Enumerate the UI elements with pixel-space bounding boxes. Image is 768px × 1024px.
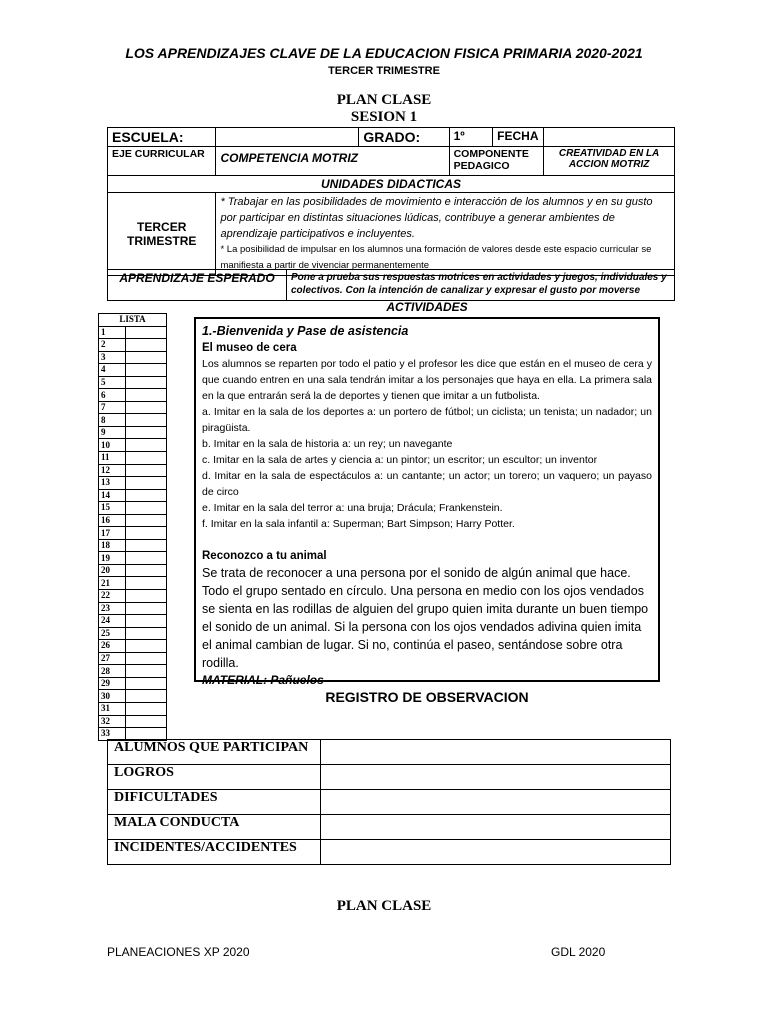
session-title: SESION 1 bbox=[350, 109, 418, 125]
observation-table bbox=[107, 739, 671, 865]
aprendizaje-value: Pone a prueba sus respuestas motrices en actividades y juegos, individuales y colectivos. Con la intención de canalizar y expresar el gusto por moverse bbox=[287, 270, 675, 301]
museo-item-b: b. Imitar en la sala de historia a: un rey; un navegante bbox=[202, 438, 453, 450]
lista-number: 21 bbox=[99, 577, 126, 590]
observation-row bbox=[108, 740, 671, 765]
info-table bbox=[107, 127, 675, 276]
observation-row bbox=[108, 815, 671, 840]
componente-value: CREATIVIDAD EN LA ACCION MOTRIZ bbox=[544, 147, 675, 176]
lista-row bbox=[99, 351, 167, 364]
lista-number: 15 bbox=[99, 502, 126, 515]
lista-number: 2 bbox=[99, 339, 126, 352]
lista-row bbox=[99, 702, 167, 715]
footer-plan-title: PLAN CLASE bbox=[336, 898, 432, 914]
lista-name-cell[interactable] bbox=[126, 552, 167, 565]
unidades-content bbox=[216, 193, 675, 276]
observation-value[interactable] bbox=[321, 840, 671, 865]
lista-number: 28 bbox=[99, 665, 126, 678]
lista-row bbox=[99, 665, 167, 678]
lista-number: 20 bbox=[99, 564, 126, 577]
lista-name-cell[interactable] bbox=[126, 602, 167, 615]
lista-name-cell[interactable] bbox=[126, 439, 167, 452]
lista-row bbox=[99, 401, 167, 414]
observation-label: MALA CONDUCTA bbox=[108, 815, 321, 840]
lista-name-cell[interactable] bbox=[126, 627, 167, 640]
aprendizaje-label: APRENDIZAJE ESPERADO bbox=[108, 270, 287, 301]
lista-row bbox=[99, 376, 167, 389]
lista-number: 33 bbox=[99, 728, 126, 741]
lista-number: 1 bbox=[99, 326, 126, 339]
eje-label: EJE CURRICULAR bbox=[108, 147, 216, 176]
lista-row bbox=[99, 715, 167, 728]
lista-number: 13 bbox=[99, 477, 126, 490]
museo-item-f: f. Imitar en la sala infantil a: Superman; Bart Simpson; Harry Potter. bbox=[202, 518, 515, 530]
lista-header: LISTA bbox=[99, 314, 167, 327]
observation-row bbox=[108, 840, 671, 865]
lista-number: 18 bbox=[99, 539, 126, 552]
lista-name-cell[interactable] bbox=[126, 414, 167, 427]
lista-row bbox=[99, 426, 167, 439]
museo-item-c: c. Imitar en la sala de artes y ciencia a: un pintor; un escritor; un escultor; un inventor bbox=[202, 454, 598, 466]
document-title: LOS APRENDIZAJES CLAVE DE LA EDUCACION FISICA PRIMARIA 2020-2021 bbox=[125, 45, 643, 61]
lista-row bbox=[99, 564, 167, 577]
lista-number: 27 bbox=[99, 652, 126, 665]
observation-label: INCIDENTES/ACCIDENTES bbox=[108, 840, 321, 865]
lista-row bbox=[99, 489, 167, 502]
lista-name-cell[interactable] bbox=[126, 426, 167, 439]
lista-name-cell[interactable] bbox=[126, 640, 167, 653]
lista-name-cell[interactable] bbox=[126, 502, 167, 515]
lista-row bbox=[99, 527, 167, 540]
lista-name-cell[interactable] bbox=[126, 539, 167, 552]
lista-number: 22 bbox=[99, 590, 126, 603]
lista-row bbox=[99, 590, 167, 603]
material-text: MATERIAL: Pañuelos bbox=[202, 673, 324, 687]
observation-row bbox=[108, 790, 671, 815]
museo-item-e: e. Imitar en la sala del terror a: una bruja; Drácula; Frankenstein. bbox=[202, 502, 503, 514]
plan-title: PLAN CLASE bbox=[336, 92, 432, 108]
activities-box bbox=[194, 317, 660, 687]
lista-row bbox=[99, 627, 167, 640]
lista-number: 14 bbox=[99, 489, 126, 502]
observation-value[interactable] bbox=[321, 765, 671, 790]
observation-row bbox=[108, 765, 671, 790]
lista-row bbox=[99, 652, 167, 665]
fecha-label: FECHA bbox=[493, 128, 544, 147]
document-subtitle: TERCER TRIMESTRE bbox=[328, 65, 440, 77]
lista-number: 16 bbox=[99, 514, 126, 527]
lista-number: 31 bbox=[99, 702, 126, 715]
lista-row bbox=[99, 326, 167, 339]
lista-name-cell[interactable] bbox=[126, 677, 167, 690]
lista-number: 32 bbox=[99, 715, 126, 728]
lista-name-cell[interactable] bbox=[126, 590, 167, 603]
lista-row bbox=[99, 439, 167, 452]
lista-name-cell[interactable] bbox=[126, 690, 167, 703]
lista-number: 19 bbox=[99, 552, 126, 565]
lista-name-cell[interactable] bbox=[126, 564, 167, 577]
lista-number: 4 bbox=[99, 364, 126, 377]
lista-number: 5 bbox=[99, 376, 126, 389]
unidades-text-2: * La posibilidad de impulsar en los alumnos una formación de valores desde este espacio curricular se manifiesta a partir de vivenciar permanentemente bbox=[220, 244, 652, 271]
grado-label: GRADO: bbox=[359, 128, 449, 147]
lista-name-cell[interactable] bbox=[126, 376, 167, 389]
componente-label: COMPONENTE PEDAGICO bbox=[449, 147, 544, 176]
lista-number: 8 bbox=[99, 414, 126, 427]
lista-row bbox=[99, 364, 167, 377]
lista-row bbox=[99, 552, 167, 565]
fecha-value bbox=[544, 128, 675, 147]
lista-row bbox=[99, 464, 167, 477]
unidades-text-1: * Trabajar en las posibilidades de movimiento e interacción de los alumnos y en su gusto por participar en distintas situaciones lúdicas, contribuye a generar ambientes de aprendizaje participativos e incluyentes. bbox=[220, 196, 653, 240]
lista-row bbox=[99, 615, 167, 628]
museo-title: El museo de cera bbox=[202, 342, 297, 354]
lista-row bbox=[99, 339, 167, 352]
observation-value[interactable] bbox=[321, 815, 671, 840]
lista-row bbox=[99, 690, 167, 703]
lista-name-cell[interactable] bbox=[126, 452, 167, 465]
lista-name-cell[interactable] bbox=[126, 489, 167, 502]
lista-name-cell[interactable] bbox=[126, 514, 167, 527]
lista-name-cell[interactable] bbox=[126, 702, 167, 715]
lista-name-cell[interactable] bbox=[126, 339, 167, 352]
lista-row bbox=[99, 414, 167, 427]
museo-item-d: d. Imitar en la sala de espectáculos a: un cantante; un actor; un torero; un vaquero; un payaso de circo bbox=[202, 470, 652, 498]
animal-title: Reconozco a tu animal bbox=[202, 550, 327, 562]
museo-item-a: a. Imitar en la sala de los deportes a: un portero de fútbol; un ciclista; un tenista; un nadador; un piragüista. bbox=[202, 406, 652, 434]
lista-name-cell[interactable] bbox=[126, 464, 167, 477]
observation-value[interactable] bbox=[321, 740, 671, 765]
lista-name-cell[interactable] bbox=[126, 665, 167, 678]
lista-name-cell[interactable] bbox=[126, 389, 167, 402]
museo-intro: Los alumnos se reparten por todo el patio y el profesor les dice que están en el museo de cera y que cuando entren en una sala tendrán imitar a los personajes que haya en ella. La primera sala en la que entrarán será la de deportes y tienen que imitar a un futbolista. bbox=[202, 358, 652, 402]
lista-name-cell[interactable] bbox=[126, 401, 167, 414]
lista-row bbox=[99, 514, 167, 527]
lista-number: 6 bbox=[99, 389, 126, 402]
lista-number: 23 bbox=[99, 602, 126, 615]
observation-label: DIFICULTADES bbox=[108, 790, 321, 815]
lista-name-cell[interactable] bbox=[126, 326, 167, 339]
observation-label: LOGROS bbox=[108, 765, 321, 790]
aprendizaje-table bbox=[107, 269, 675, 301]
observation-value[interactable] bbox=[321, 790, 671, 815]
escuela-value bbox=[216, 128, 359, 147]
escuela-label: ESCUELA: bbox=[108, 128, 216, 147]
lista-row bbox=[99, 602, 167, 615]
eje-value: COMPETENCIA MOTRIZ bbox=[216, 147, 449, 176]
grado-value: 1º bbox=[449, 128, 493, 147]
lista-row bbox=[99, 477, 167, 490]
lista-name-cell[interactable] bbox=[126, 615, 167, 628]
lista-number: 26 bbox=[99, 640, 126, 653]
lista-number: 25 bbox=[99, 627, 126, 640]
lista-row bbox=[99, 539, 167, 552]
registro-title: REGISTRO DE OBSERVACION bbox=[325, 689, 529, 705]
footer-right: GDL 2020 bbox=[551, 945, 606, 959]
lista-number: 3 bbox=[99, 351, 126, 364]
animal-text: Se trata de reconocer a una persona por el sonido de algún animal que hace. Todo el grupo sentado en círculo. Una persona en medio con los ojos vendados se sienta en las rodillas de alguien del grupo quien imita durante un buen tiempo el sonido de un animal. Si la persona con los ojos vendados adivina quien imita el animal cambian de lugar. Si no, continúa el paseo, sentándose sobre otra rodilla. bbox=[202, 566, 649, 670]
lista-number: 10 bbox=[99, 439, 126, 452]
unidades-label: UNIDADES DIDACTICAS bbox=[108, 176, 675, 193]
lista-number: 12 bbox=[99, 464, 126, 477]
lista-number: 17 bbox=[99, 527, 126, 540]
lista-name-cell[interactable] bbox=[126, 527, 167, 540]
activity-title: 1.-Bienvenida y Pase de asistencia bbox=[202, 324, 409, 338]
lista-name-cell[interactable] bbox=[126, 364, 167, 377]
lista-row bbox=[99, 577, 167, 590]
lista-number: 9 bbox=[99, 426, 126, 439]
lista-number: 29 bbox=[99, 677, 126, 690]
lista-name-cell[interactable] bbox=[126, 477, 167, 490]
lista-number: 7 bbox=[99, 401, 126, 414]
lista-name-cell[interactable] bbox=[126, 351, 167, 364]
lista-name-cell[interactable] bbox=[126, 715, 167, 728]
lista-row bbox=[99, 452, 167, 465]
lista-row bbox=[99, 502, 167, 515]
lista-table bbox=[98, 313, 167, 741]
actividades-label: ACTIVIDADES bbox=[386, 300, 468, 314]
lista-number: 11 bbox=[99, 452, 126, 465]
lista-row bbox=[99, 677, 167, 690]
lista-row bbox=[99, 389, 167, 402]
trimestre-label: TERCER TRIMESTRE bbox=[108, 193, 216, 276]
lista-name-cell[interactable] bbox=[126, 577, 167, 590]
lista-row bbox=[99, 640, 167, 653]
footer-left: PLANEACIONES XP 2020 bbox=[107, 945, 250, 959]
lista-number: 24 bbox=[99, 615, 126, 628]
lista-number: 30 bbox=[99, 690, 126, 703]
lista-name-cell[interactable] bbox=[126, 652, 167, 665]
observation-label: ALUMNOS QUE PARTICIPAN bbox=[108, 740, 321, 765]
